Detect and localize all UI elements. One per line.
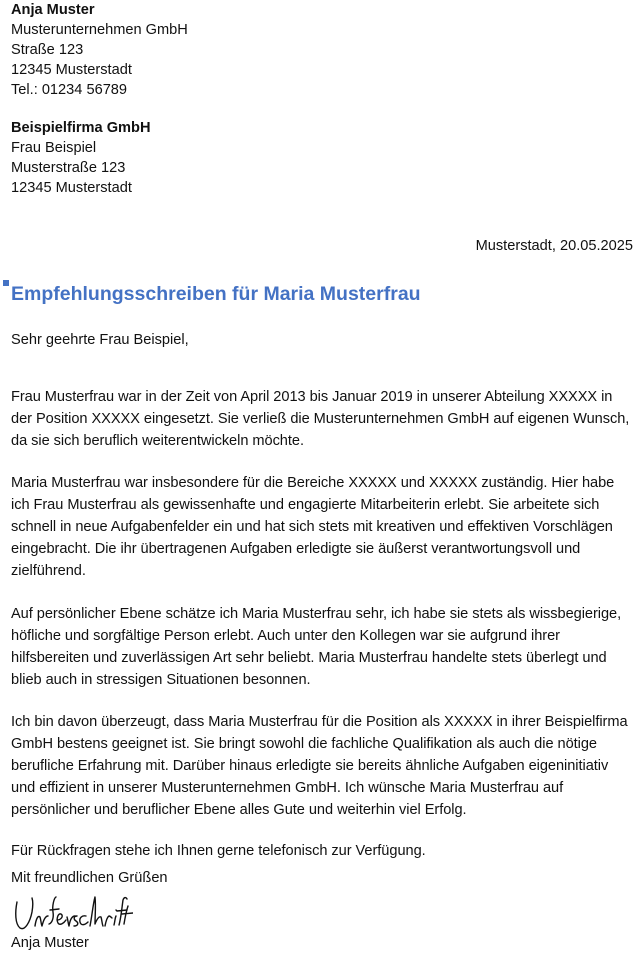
sender-name: Anja Muster bbox=[11, 2, 95, 18]
body-paragraph: Frau Musterfrau war in der Zeit von April 2013 bis Januar 2019 in unserer Abteilung XXXXX in der Position XXXXX eingesetzt. Sie verließ die Musterunternehmen GmbH auf eigenen Wunsch, da sie sich beruflich weiterentwickeln möchte. bbox=[11, 388, 630, 449]
body-paragraph: Für Rückfragen stehe ich Ihnen gerne telefonisch zur Verfügung. bbox=[11, 842, 426, 859]
salutation: Sehr geehrte Frau Beispiel, bbox=[11, 332, 189, 348]
recipient-city: 12345 Musterstadt bbox=[11, 180, 132, 196]
sender-address bbox=[11, 0, 188, 100]
body-paragraph: Maria Musterfrau war insbesondere für die Bereiche XXXXX und XXXXX zuständig. Hier habe ich Frau Musterfrau als gewissenhafte und engagierte Mitarbeiterin erlebt. Sie arbeitete sich schnell in neue Aufgabenfelder ein und hat sich stets mit kreativen und effektiven Vorschlägen eingebracht. Die ihr übertragenen Aufgaben erledigte sie äußerst verantwortungsvoll und zielführend. bbox=[11, 474, 615, 579]
subject-heading: Empfehlungsschreiben für Maria Musterfrau bbox=[11, 283, 421, 305]
recipient-street: Musterstraße 123 bbox=[11, 160, 126, 176]
sender-street: Straße 123 bbox=[11, 42, 84, 58]
recipient-address bbox=[11, 118, 151, 198]
sender-phone: Tel.: 01234 56789 bbox=[11, 82, 128, 98]
date-line: Musterstadt, 20.05.2025 bbox=[475, 238, 633, 254]
signer-name: Anja Muster bbox=[11, 935, 89, 951]
signature-image bbox=[11, 894, 133, 936]
recipient-company: Beispielfirma GmbH bbox=[11, 120, 151, 136]
heading-marker bbox=[3, 280, 9, 286]
recipient-contact: Frau Beispiel bbox=[11, 140, 97, 156]
closing-phrase: Mit freundlichen Grüßen bbox=[11, 870, 168, 886]
body-paragraph: Ich bin davon überzeugt, dass Maria Musterfrau für die Position als XXXXX in ihrer Beispielfirma GmbH bestens geeignet ist. Sie bringt sowohl die fachliche Qualifikation als auch die nötige berufliche Erfahrung mit. Darüber hinaus erledigte sie bereits ähnliche Aufgaben eigeninitiativ und effizient in unserer Musterunternehmen GmbH. Ich wünsche Maria Musterfrau auf persönlicher und beruflicher Ebene alles Gute und weiterhin viel Erfolg. bbox=[11, 713, 628, 818]
sender-city: 12345 Musterstadt bbox=[11, 62, 132, 78]
body-paragraph: Auf persönlicher Ebene schätze ich Maria Musterfrau sehr, ich habe sie stets als wissbegierige, höfliche und sorgfältige Person erlebt. Auch unter den Kollegen war sie aufgrund ihrer hilfsbereiten und zuverlässigen Art sehr beliebt. Maria Musterfrau handelte stets überlegt und blieb auch in stressigen Situationen besonnen. bbox=[11, 605, 622, 688]
sender-company: Musterunternehmen GmbH bbox=[11, 22, 188, 38]
